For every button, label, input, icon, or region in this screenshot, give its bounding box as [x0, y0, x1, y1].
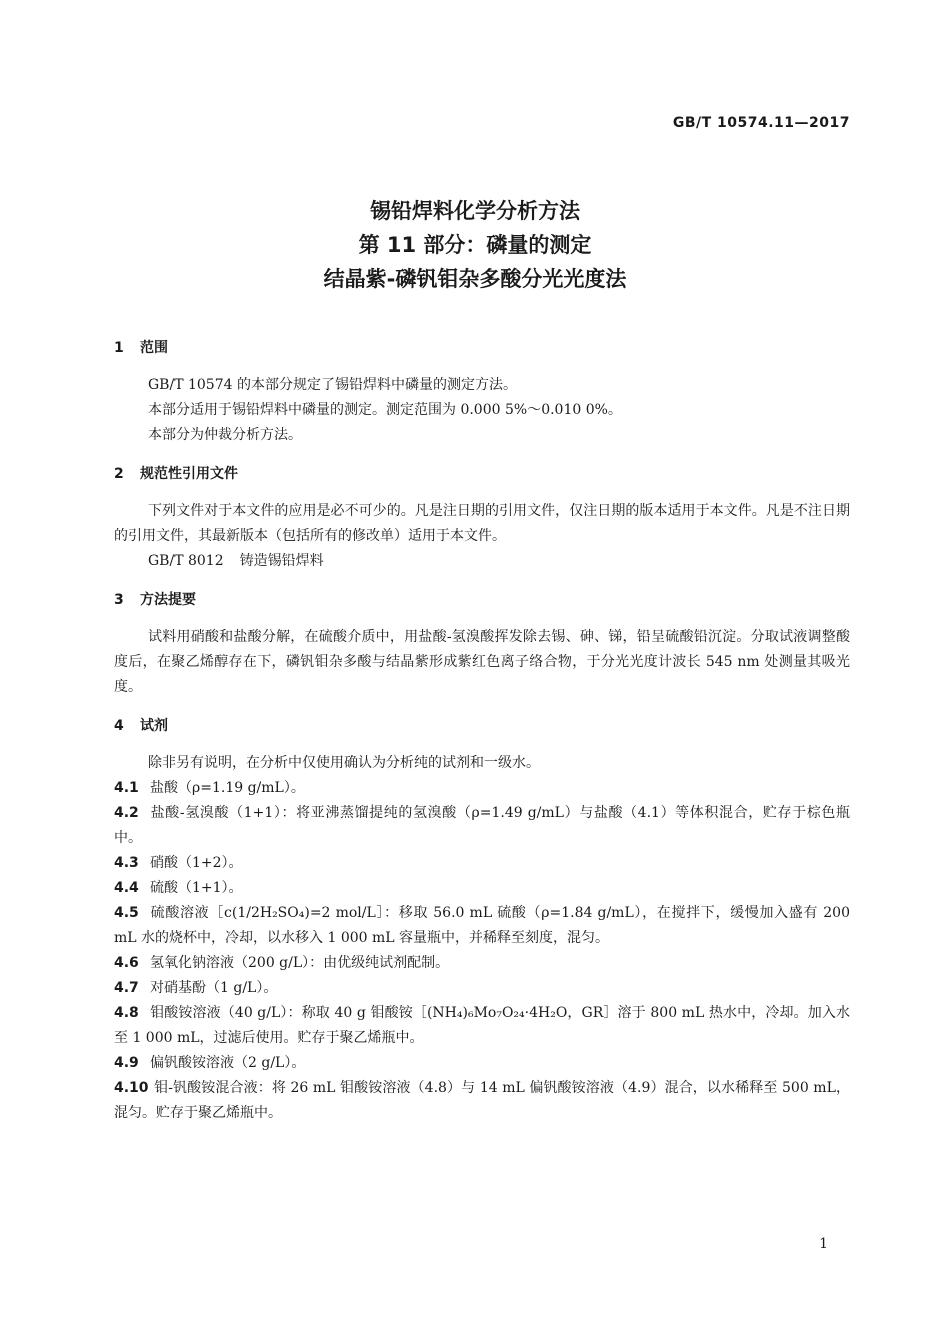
reagent-item: 4.2 盐酸-氢溴酸（1+1）：将亚沸蒸馏提纯的氢溴酸（ρ=1.49 g/mL）与盐酸（4.1）等体积混合，贮存于棕色瓶中。: [114, 805, 850, 846]
reagent-item: 4.3 硝酸（1+2）。: [114, 855, 243, 871]
paragraph: GB/T 10574 的本部分规定了锡铅焊料中磷量的测定方法。: [148, 377, 517, 393]
reagent-item: 4.6 氢氧化钠溶液（200 g/L）：由优级纯试剂配制。: [114, 955, 450, 971]
section-heading: 2 规范性引用文件: [114, 466, 238, 482]
method-title: 结晶紫-磷钒钼杂多酸分光光度法: [323, 267, 627, 291]
reference-entry: GB/T 8012 铸造锡铅焊料: [148, 553, 324, 569]
section-heading: 4 试剂: [114, 718, 168, 734]
section-method-summary: [114, 588, 850, 700]
document-title-block: [0, 194, 950, 296]
section-scope: [114, 336, 850, 448]
paragraph: 本部分适用于锡铅焊料中磷量的测定。测定范围为 0.000 5%～0.010 0%。: [148, 402, 622, 418]
reagent-item: 4.4 硫酸（1+1）。: [114, 880, 243, 896]
paragraph: 本部分为仲裁分析方法。: [148, 427, 302, 443]
document-body: [114, 336, 850, 1140]
section-heading: 1 范围: [114, 340, 168, 356]
section-normative-references: [114, 462, 850, 574]
main-title: 锡铅焊料化学分析方法: [370, 199, 580, 223]
reagent-item: 4.10 钼-钒酸铵混合液：将 26 mL 钼酸铵溶液（4.8）与 14 mL 偏钒酸铵溶液（4.9）混合，以水稀释至 500 mL，混匀。贮存于聚乙烯瓶中。: [114, 1080, 850, 1121]
section-heading: 3 方法提要: [114, 592, 196, 608]
reagent-item: 4.9 偏钒酸铵溶液（2 g/L）。: [114, 1055, 306, 1071]
standard-number: GB/T 10574.11—2017: [672, 115, 850, 131]
section-reagents: [114, 714, 850, 1126]
paragraph: 下列文件对于本文件的应用是必不可少的。凡是注日期的引用文件，仅注日期的版本适用于本文件。凡是不注日期的引用文件，其最新版本（包括所有的修改单）适用于本文件。: [114, 503, 850, 544]
page-number: 1: [819, 1236, 828, 1252]
paragraph: 除非另有说明，在分析中仅使用确认为分析纯的试剂和一级水。: [148, 755, 540, 771]
part-title: 第 11 部分：磷量的测定: [358, 233, 592, 257]
paragraph: 试料用硝酸和盐酸分解，在硫酸介质中，用盐酸-氢溴酸挥发除去锡、砷、锑，铅呈硫酸铅沉淀。分取试液调整酸度后，在聚乙烯醇存在下，磷钒钼杂多酸与结晶紫形成紫红色离子络合物，于分光光度计波长 545 nm 处测量其吸光度。: [114, 629, 850, 695]
reagent-item: 4.7 对硝基酚（1 g/L）。: [114, 980, 278, 996]
reagent-item: 4.5 硫酸溶液［c(1/2H₂SO₄)=2 mol/L］：移取 56.0 mL 硫酸（ρ=1.84 g/mL），在搅拌下，缓慢加入盛有 200 mL 水的烧杯中，冷却，以水移入 1 000 mL 容量瓶中，并稀释至刻度，混匀。: [114, 905, 850, 946]
reagent-item: 4.1 盐酸（ρ=1.19 g/mL）。: [114, 780, 305, 796]
reagent-item: 4.8 钼酸铵溶液（40 g/L）：称取 40 g 钼酸铵［(NH₄)₆Mo₇O₂₄·4H₂O，GR］溶于 800 mL 热水中，冷却。加入水至 1 000 mL，过滤后使用。贮存于聚乙烯瓶中。: [114, 1005, 850, 1046]
